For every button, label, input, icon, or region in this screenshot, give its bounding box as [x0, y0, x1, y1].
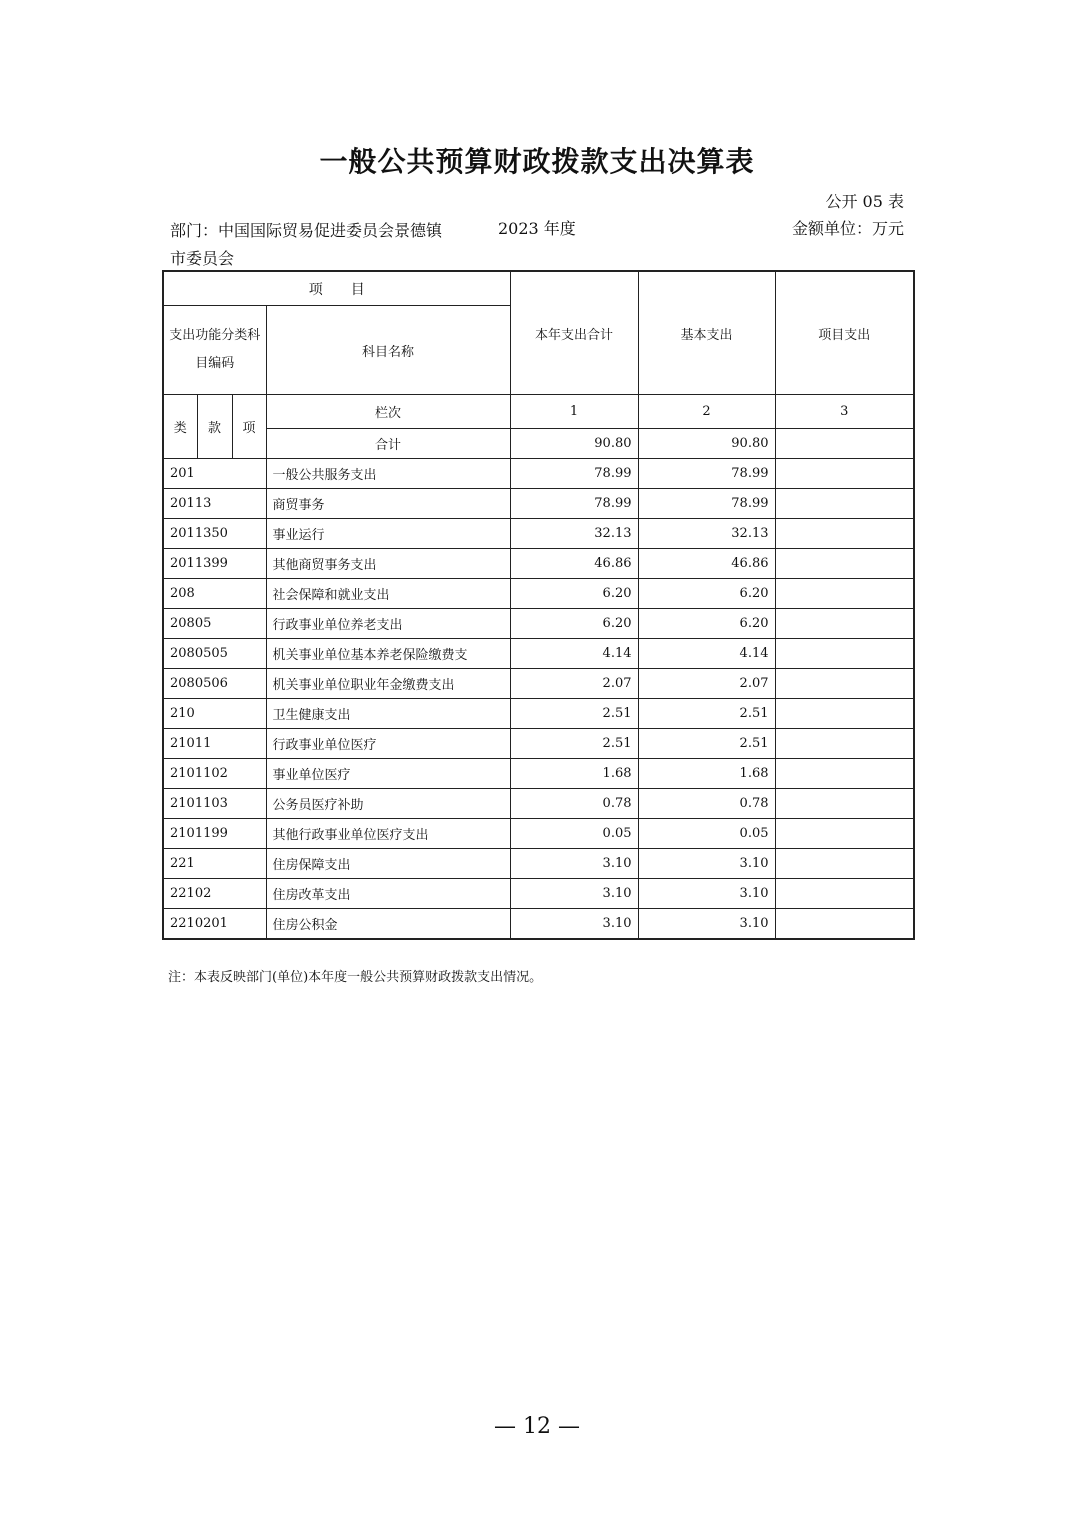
row-total: 2.51 — [510, 729, 638, 759]
row-total: 3.10 — [510, 879, 638, 909]
row-code: 208 — [163, 579, 266, 609]
row-basic: 2.51 — [638, 699, 775, 729]
row-project — [775, 609, 914, 639]
row-name: 公务员医疗补助 — [266, 789, 510, 819]
row-basic: 0.78 — [638, 789, 775, 819]
header-index-3: 3 — [775, 395, 914, 429]
row-basic: 6.20 — [638, 579, 775, 609]
row-name: 机关事业单位职业年金缴费支出 — [266, 669, 510, 699]
row-code: 2011350 — [163, 519, 266, 549]
table-row — [163, 879, 914, 909]
budget-table — [162, 270, 915, 940]
row-basic: 4.14 — [638, 639, 775, 669]
row-name: 事业运行 — [266, 519, 510, 549]
row-name: 机关事业单位基本养老保险缴费支 — [266, 639, 510, 669]
row-project — [775, 549, 914, 579]
table-row — [163, 579, 914, 609]
unit-label: 金额单位：万元 — [791, 219, 904, 238]
table-row — [163, 519, 914, 549]
row-project — [775, 699, 914, 729]
row-project — [775, 789, 914, 819]
table-row — [163, 459, 914, 489]
header-xiang: 项 — [232, 395, 266, 459]
table-row — [163, 729, 914, 759]
row-total: 6.20 — [510, 579, 638, 609]
row-project — [775, 639, 914, 669]
table-row — [163, 609, 914, 639]
header-lanci: 栏次 — [266, 395, 510, 429]
row-name: 其他商贸事务支出 — [266, 549, 510, 579]
table-row — [163, 789, 914, 819]
row-basic: 2.51 — [638, 729, 775, 759]
row-name: 社会保障和就业支出 — [266, 579, 510, 609]
row-project — [775, 579, 914, 609]
row-name: 行政事业单位养老支出 — [266, 609, 510, 639]
table-row — [163, 909, 914, 940]
row-project — [775, 729, 914, 759]
row-name: 行政事业单位医疗 — [266, 729, 510, 759]
row-code: 20805 — [163, 609, 266, 639]
row-name: 住房改革支出 — [266, 879, 510, 909]
header-index-1: 1 — [510, 395, 638, 429]
row-name: 住房保障支出 — [266, 849, 510, 879]
table-row — [163, 549, 914, 579]
header-col-project: 项目支出 — [775, 271, 914, 395]
row-total: 0.78 — [510, 789, 638, 819]
row-code: 201 — [163, 459, 266, 489]
row-project — [775, 909, 914, 940]
row-project — [775, 519, 914, 549]
header-item: 项 目 — [163, 271, 510, 306]
row-project — [775, 879, 914, 909]
row-project — [775, 459, 914, 489]
total-row-label: 合计 — [266, 429, 510, 459]
page-title: 一般公共预算财政拨款支出决算表 — [319, 145, 755, 178]
row-total: 78.99 — [510, 489, 638, 519]
header-subject-name: 科目名称 — [266, 306, 510, 395]
row-code: 2101103 — [163, 789, 266, 819]
row-basic: 78.99 — [638, 489, 775, 519]
row-basic: 6.20 — [638, 609, 775, 639]
row-total: 32.13 — [510, 519, 638, 549]
header-col-total: 本年支出合计 — [510, 271, 638, 395]
year-label: 2023 年度 — [498, 219, 576, 238]
table-row — [163, 669, 914, 699]
row-basic: 3.10 — [638, 879, 775, 909]
header-col-basic: 基本支出 — [638, 271, 775, 395]
department-label: 部门：中国国际贸易促进委员会景德镇市委员会 — [170, 221, 443, 268]
row-code: 2101199 — [163, 819, 266, 849]
table-row — [163, 759, 914, 789]
row-basic: 1.68 — [638, 759, 775, 789]
row-code: 210 — [163, 699, 266, 729]
row-code: 2101102 — [163, 759, 266, 789]
row-name: 住房公积金 — [266, 909, 510, 940]
row-basic: 32.13 — [638, 519, 775, 549]
row-code: 22102 — [163, 879, 266, 909]
row-basic: 3.10 — [638, 849, 775, 879]
row-total: 3.10 — [510, 909, 638, 940]
row-basic: 0.05 — [638, 819, 775, 849]
row-code: 2080505 — [163, 639, 266, 669]
row-project — [775, 849, 914, 879]
header-lei: 类 — [163, 395, 197, 459]
row-code: 2011399 — [163, 549, 266, 579]
row-total: 46.86 — [510, 549, 638, 579]
row-total: 1.68 — [510, 759, 638, 789]
row-total: 2.51 — [510, 699, 638, 729]
table-number: 公开 05 表 — [825, 192, 904, 211]
total-row-basic: 90.80 — [638, 429, 775, 459]
table-note: 注：本表反映部门(单位)本年度一般公共预算财政拨款支出情况。 — [168, 970, 543, 985]
row-name: 其他行政事业单位医疗支出 — [266, 819, 510, 849]
table-row — [163, 849, 914, 879]
table-row — [163, 699, 914, 729]
row-basic: 2.07 — [638, 669, 775, 699]
page-number: — 12 — — [494, 1414, 580, 1439]
row-project — [775, 489, 914, 519]
row-project — [775, 759, 914, 789]
row-code: 2210201 — [163, 909, 266, 940]
row-basic: 78.99 — [638, 459, 775, 489]
header-kuan: 款 — [197, 395, 232, 459]
row-name: 一般公共服务支出 — [266, 459, 510, 489]
header-func-code: 支出功能分类科目编码 — [163, 306, 266, 395]
row-project — [775, 819, 914, 849]
total-row-total: 90.80 — [510, 429, 638, 459]
row-basic: 46.86 — [638, 549, 775, 579]
row-total: 6.20 — [510, 609, 638, 639]
row-code: 21011 — [163, 729, 266, 759]
table-row — [163, 639, 914, 669]
row-total: 3.10 — [510, 849, 638, 879]
row-total: 4.14 — [510, 639, 638, 669]
row-code: 20113 — [163, 489, 266, 519]
total-row-project — [775, 429, 914, 459]
header-index-2: 2 — [638, 395, 775, 429]
row-basic: 3.10 — [638, 909, 775, 940]
row-name: 商贸事务 — [266, 489, 510, 519]
table-row — [163, 489, 914, 519]
row-total: 78.99 — [510, 459, 638, 489]
row-total: 0.05 — [510, 819, 638, 849]
row-total: 2.07 — [510, 669, 638, 699]
row-project — [775, 669, 914, 699]
row-name: 卫生健康支出 — [266, 699, 510, 729]
row-code: 221 — [163, 849, 266, 879]
table-row — [163, 819, 914, 849]
row-name: 事业单位医疗 — [266, 759, 510, 789]
row-code: 2080506 — [163, 669, 266, 699]
